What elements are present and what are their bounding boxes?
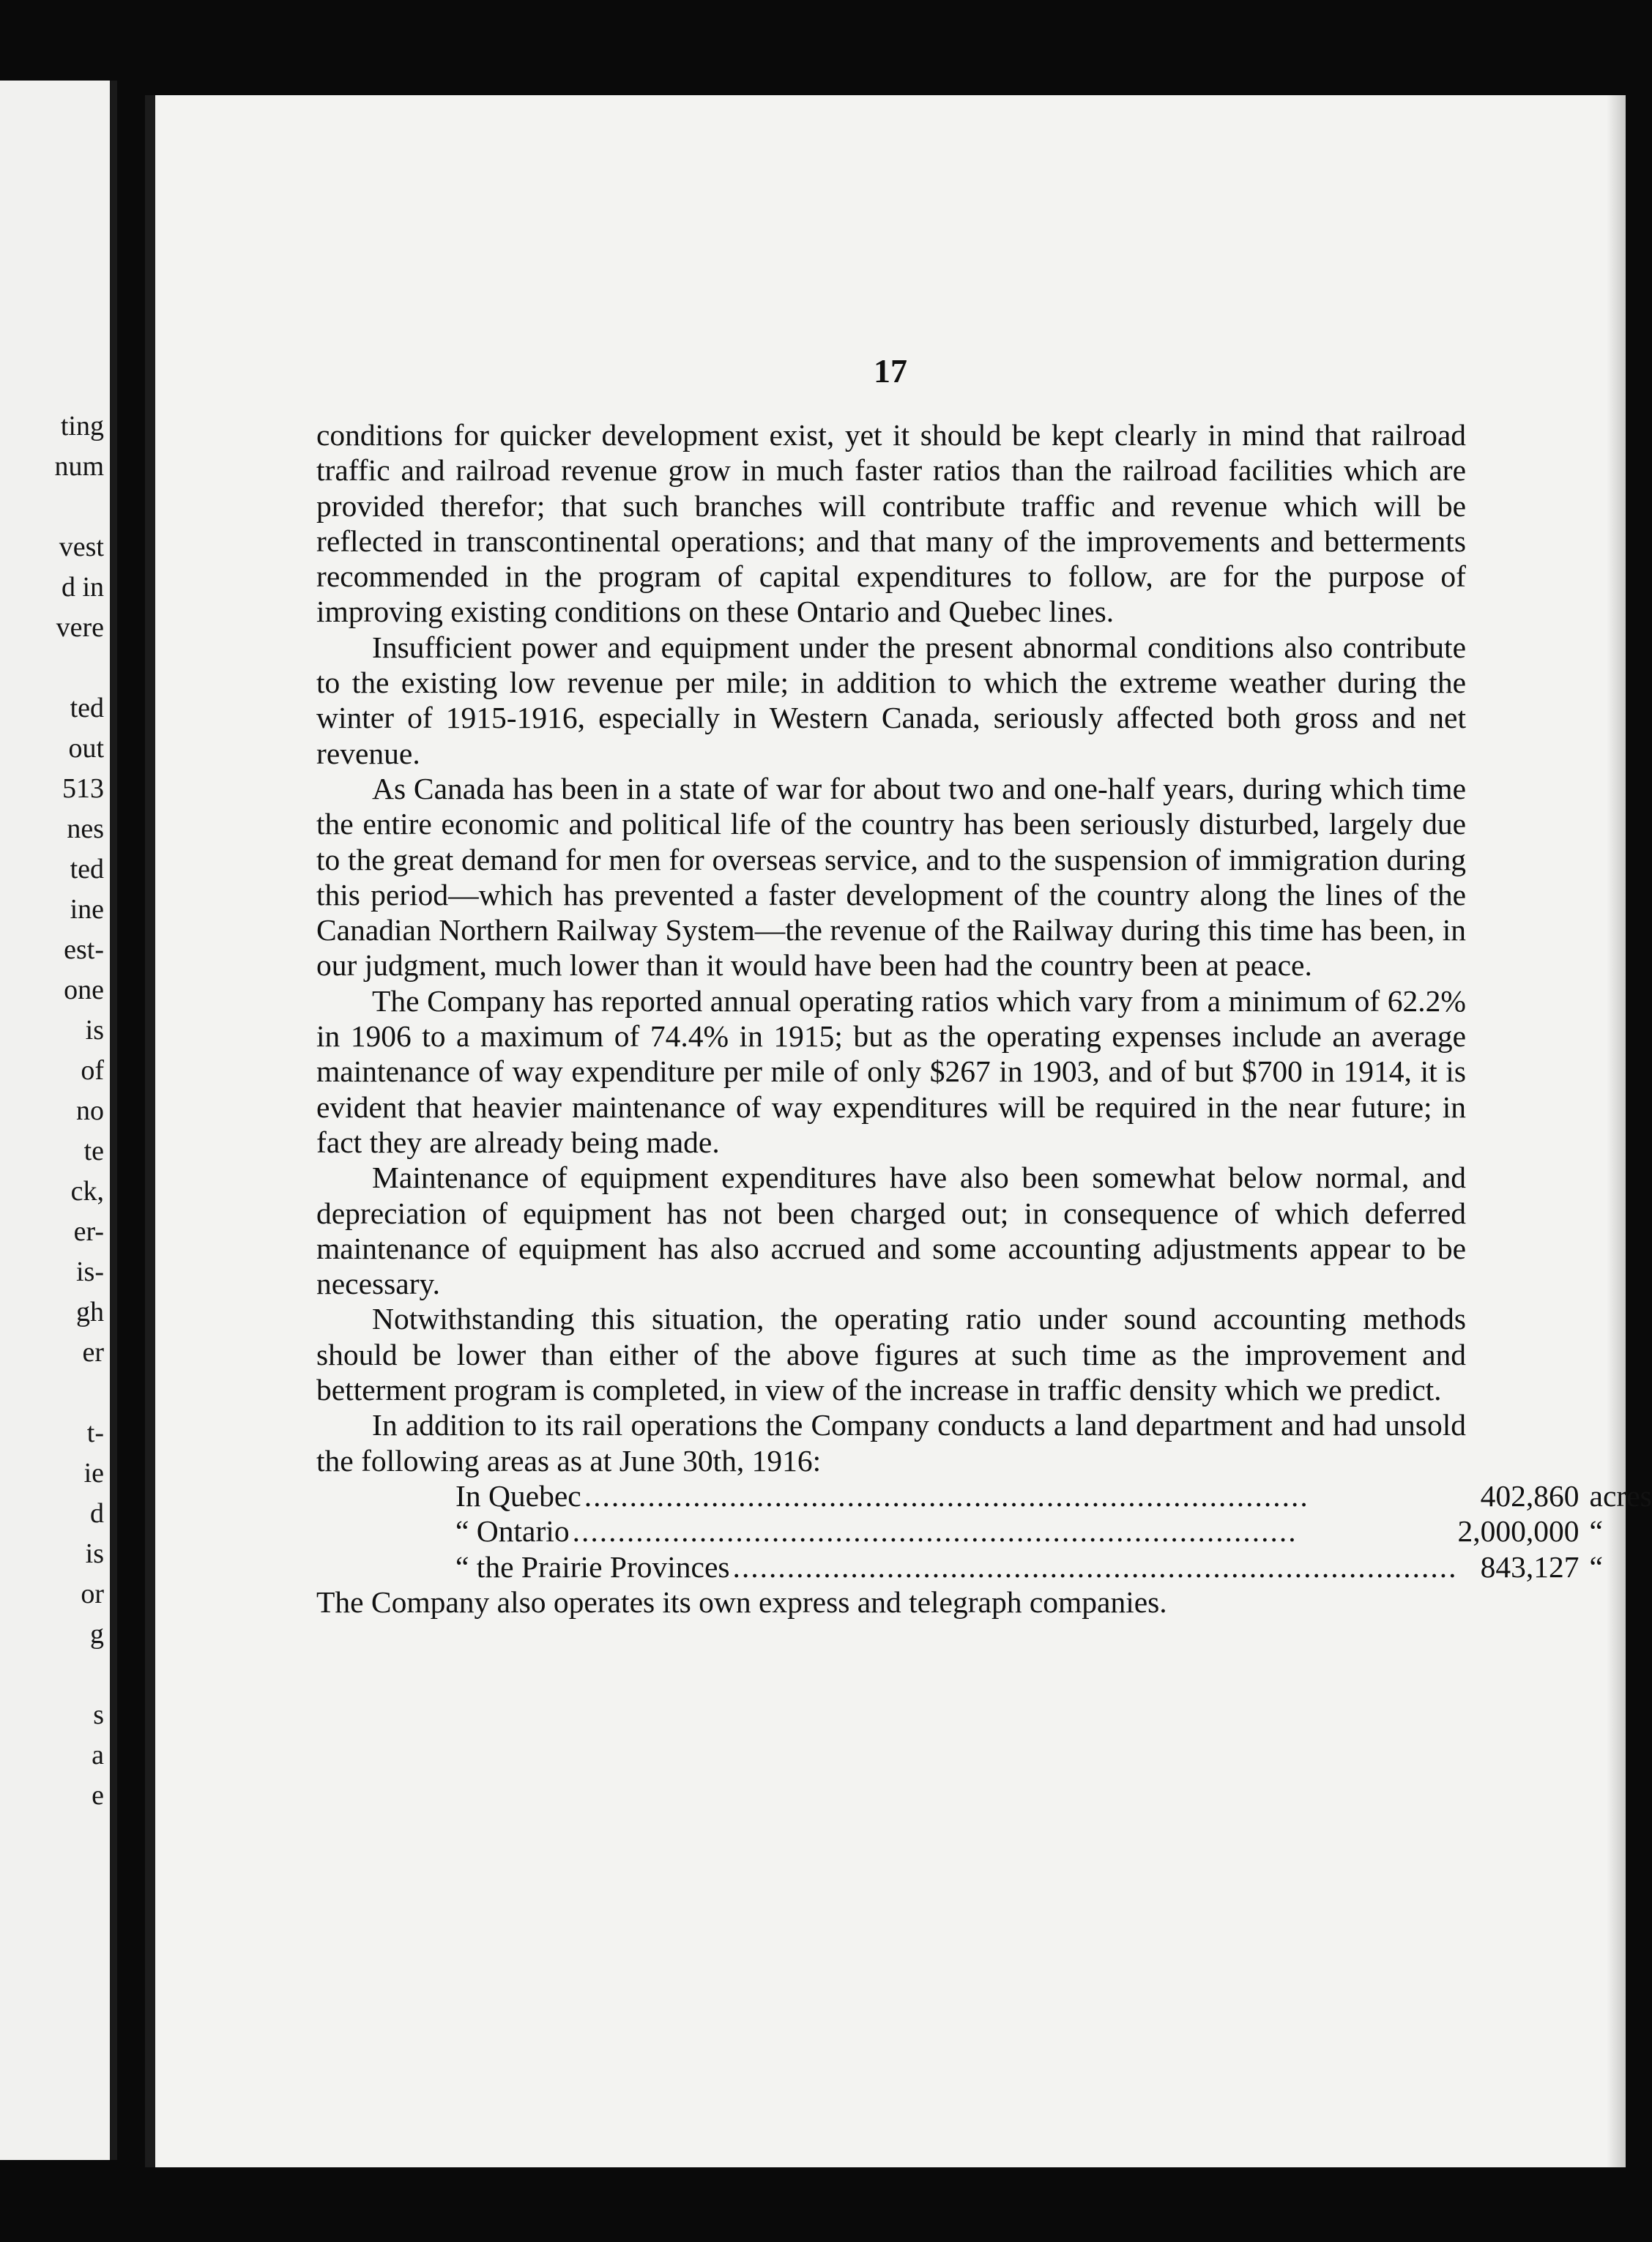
paragraph-3: As Canada has been in a state of war for about two and one-half years, during which time the entire economic and political life of the country has been seriously disturbed, largely due to the great demand for men for overseas service, and to the suspension of immigration during this period—which has prevented a faster development of the country along the lines of the Canadian Northern Railway System—the revenue of the Railway during this time has been, in our judgment, much lower than it would have been had the country been at peace. xyxy=(316,771,1466,983)
body-text xyxy=(316,417,1652,1620)
land-area-label: In Quebec xyxy=(455,1479,584,1513)
land-area-unit: “ xyxy=(1589,1514,1603,1549)
facing-page-fragment: vest xyxy=(59,532,104,562)
land-area-value: 843,127 xyxy=(1480,1549,1580,1584)
facing-page-fragment: e xyxy=(92,1780,104,1811)
facing-page-fragment: a xyxy=(92,1740,104,1770)
paragraph-5: Maintenance of equipment expenditures have also been somewhat below normal, and depreciation of equipment has not been charged out; in consequence of which deferred maintenance of equipment has also accrued and some accounting adjustments appear to be necessary. xyxy=(316,1161,1466,1301)
land-area-label: “ the Prairie Provinces xyxy=(455,1550,733,1584)
facing-page-fragment: is xyxy=(85,1538,104,1569)
land-area-unit: “ xyxy=(1589,1549,1603,1584)
page-edge-shadow xyxy=(1607,95,1626,2167)
paragraph-2: Insufficient power and equipment under the present abnormal conditions also contribute to the existing low revenue per mile; in addition to which the extreme weather during the winter of 1915-1916, especially in Western Canada, seriously affected both gross and net revenue. xyxy=(316,630,1466,770)
facing-page-edge xyxy=(0,81,117,2160)
facing-page-fragment: ck, xyxy=(70,1176,104,1207)
page-number: 17 xyxy=(874,352,907,390)
facing-page-fragment: out xyxy=(68,733,104,764)
facing-page-fragment: er xyxy=(82,1337,104,1368)
paragraph-1: conditions for quicker development exist, yet it should be kept clearly in mind that railroad traffic and railroad revenue grow in much faster ratios than the railroad facilities which are provided therefor; that such branches will contribute traffic and revenue which will be reflected in transcontinental operations; and that many of the improvements and betterments recommended in the program of capital expenditures to follow, are for the purpose of improving existing conditions on these Ontario and Quebec lines. xyxy=(316,418,1466,629)
land-areas-table xyxy=(455,1478,1652,1584)
facing-page-fragment: ting xyxy=(60,411,104,442)
facing-page-fragment: ted xyxy=(70,693,104,723)
facing-page-fragment: t- xyxy=(86,1418,104,1448)
land-area-row xyxy=(455,1549,1652,1584)
land-area-value: 2,000,000 xyxy=(1457,1514,1580,1549)
leader-dots: ................................................................................ xyxy=(572,1514,1298,1549)
facing-page-fragment: vere xyxy=(56,612,104,643)
paragraph-6: Notwithstanding this situation, the operating ratio under sound accounting methods should be lower than either of the above figures at such time as the improvement and betterment program is completed, in view of the increase in traffic density which we predict. xyxy=(316,1302,1466,1407)
land-area-unit: acres xyxy=(1589,1478,1652,1513)
facing-page-fragment: of xyxy=(81,1055,104,1086)
facing-page-fragment: or xyxy=(81,1579,104,1609)
land-area-row xyxy=(455,1513,1652,1549)
facing-page-fragment: is xyxy=(85,1015,104,1046)
facing-page-fragment: gh xyxy=(76,1297,104,1327)
facing-page-fragment: is- xyxy=(76,1256,104,1287)
land-area-label-cell xyxy=(455,1549,1458,1584)
facing-page-fragment: ie xyxy=(83,1458,104,1489)
paragraph-4: The Company has reported annual operating ratios which vary from a minimum of 62.2% in 1906 to a maximum of 74.4% in 1915; but as the operating expenses include an average maintenance of way expenditure per mile of only $267 in 1903, and of but $700 in 1914, it is evident that heavier maintenance of way expenditures will be required in the near future; in fact they are already being made. xyxy=(316,983,1466,1159)
facing-page-fragment: 513 xyxy=(62,773,104,804)
land-area-row xyxy=(455,1478,1652,1513)
paragraph-7: In addition to its rail operations the Company conducts a land department and had unsold the following areas as at June 30th, 1916: xyxy=(316,1408,1466,1478)
facing-page-fragment: g xyxy=(90,1619,104,1650)
land-area-label: “ Ontario xyxy=(455,1514,573,1548)
facing-page-fragment: d in xyxy=(61,572,104,603)
facing-page-fragment: no xyxy=(76,1095,104,1126)
leader-dots: ................................................................................ xyxy=(732,1549,1458,1584)
facing-page-fragment: s xyxy=(93,1699,104,1730)
facing-page-fragment: num xyxy=(54,451,104,482)
facing-page-fragment: te xyxy=(83,1136,104,1166)
facing-page-fragment: ted xyxy=(70,854,104,884)
facing-page-fragment: er- xyxy=(73,1216,104,1247)
facing-page-fragment: est- xyxy=(64,934,104,965)
document-page xyxy=(145,95,1652,2167)
facing-page-fragment: ine xyxy=(70,894,104,925)
facing-page-fragment: nes xyxy=(67,813,104,844)
land-area-label-cell xyxy=(455,1513,1458,1549)
land-area-value: 402,860 xyxy=(1480,1478,1580,1513)
land-area-label-cell xyxy=(455,1478,1458,1513)
closing-sentence: The Company also operates its own express and telegraph companies. xyxy=(316,1584,1167,1619)
facing-page-fragment: one xyxy=(64,975,104,1005)
leader-dots: ................................................................................ xyxy=(584,1478,1309,1513)
facing-page-fragment: d xyxy=(90,1498,104,1529)
